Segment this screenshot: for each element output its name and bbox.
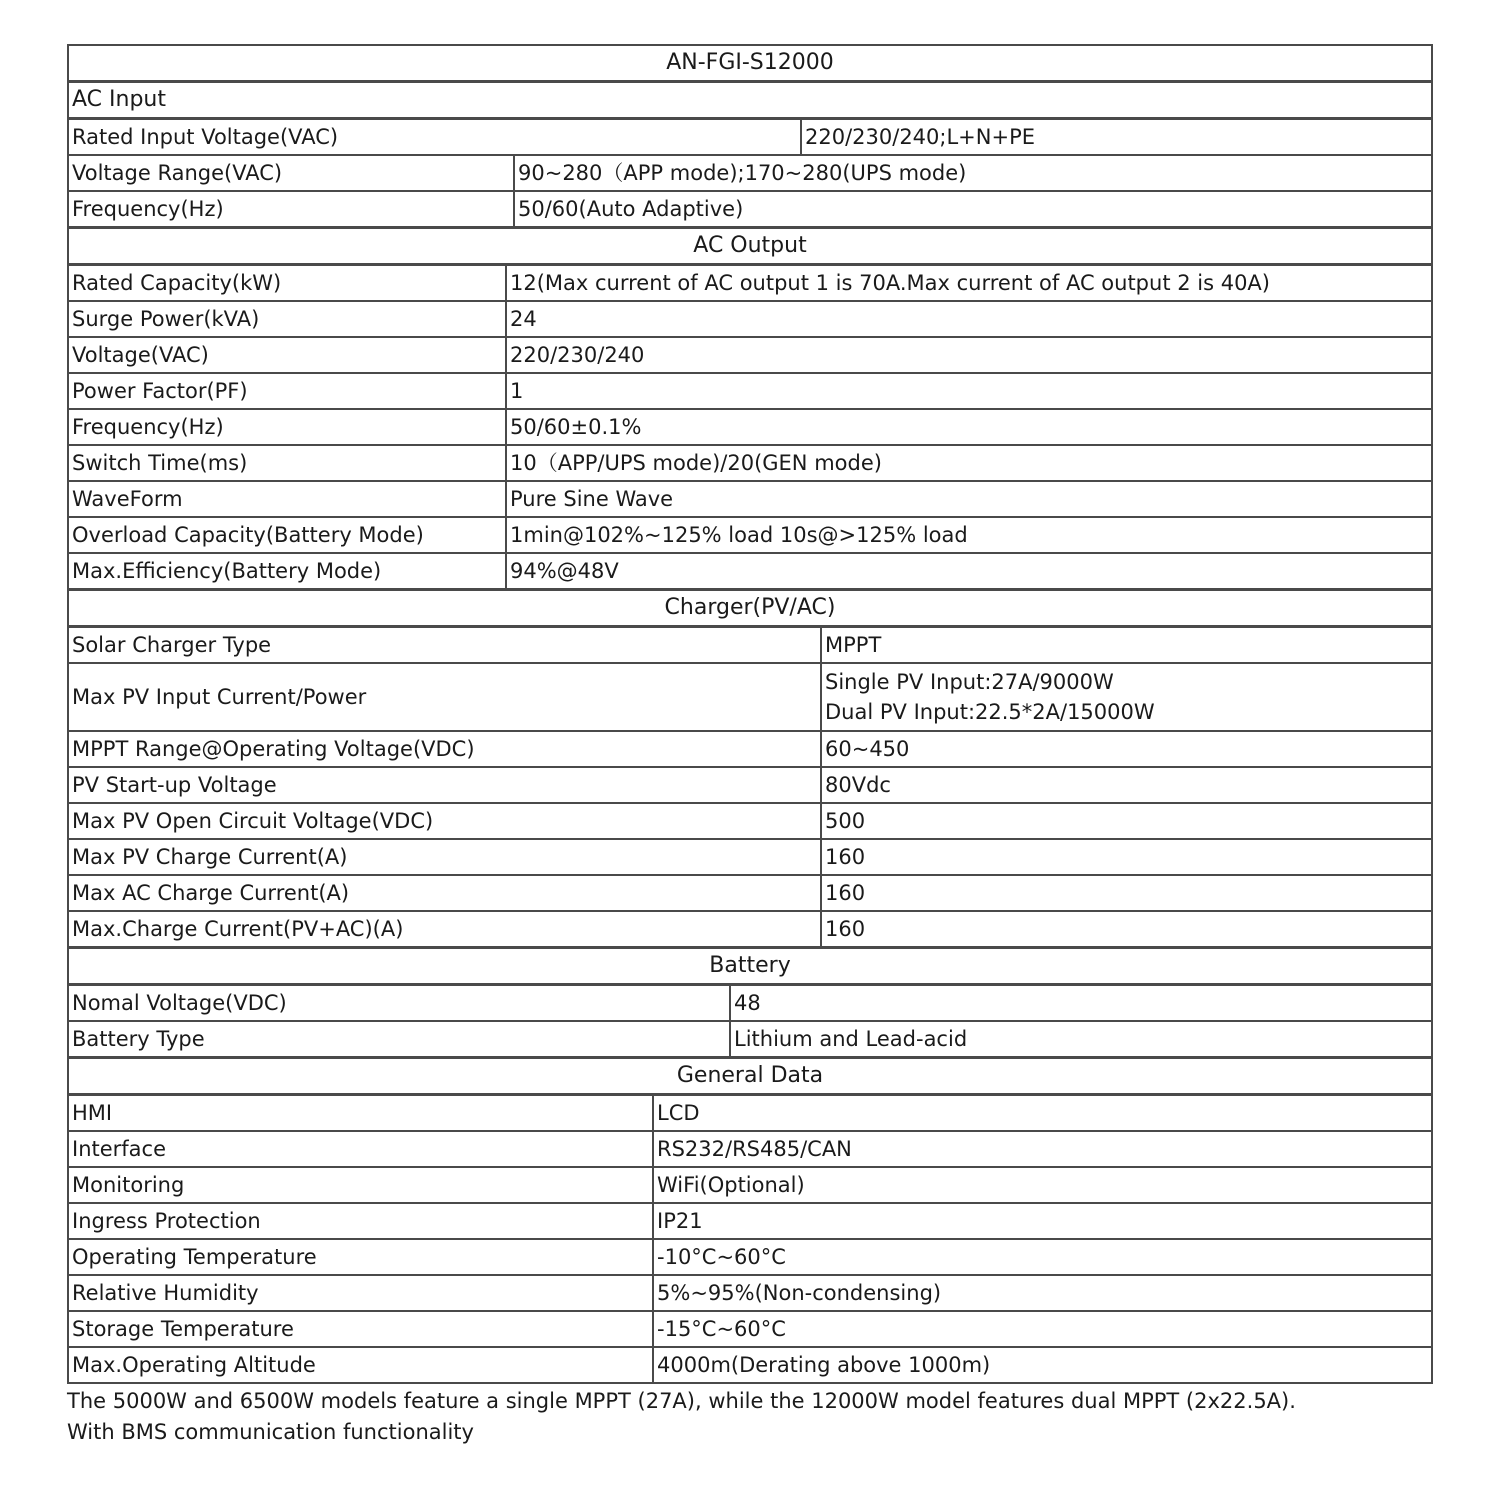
row-value: 220/230/240;L+N+PE (805, 125, 1036, 149)
row-value: 50/60±0.1% (510, 415, 642, 439)
table-row (67, 1312, 1433, 1348)
row-value: 90~280（APP mode);170~280(UPS mode) (518, 161, 967, 185)
row-label: Switch Time(ms) (69, 446, 507, 480)
footnote-line-2: With BMS communication functionality (67, 1420, 474, 1444)
table-row (67, 840, 1433, 876)
row-value: RS232/RS485/CAN (657, 1137, 852, 1161)
row-label: Operating Temperature (69, 1240, 654, 1274)
row-value: 10（APP/UPS mode)/20(GEN mode) (510, 451, 882, 475)
table-row (67, 482, 1433, 518)
row-label: Frequency(Hz) (69, 410, 507, 444)
model-title: AN-FGI-S12000 (67, 46, 1433, 83)
row-label: PV Start-up Voltage (69, 768, 822, 802)
table-row (67, 1022, 1433, 1059)
section-ac-output-title: AC Output (67, 229, 1433, 266)
table-row (67, 554, 1433, 591)
row-label: Surge Power(kVA) (69, 302, 507, 336)
row-value: 94%@48V (510, 559, 619, 583)
footnote (67, 1386, 1447, 1448)
row-value: 160 (825, 845, 866, 869)
table-row (67, 338, 1433, 374)
row-label: Max AC Charge Current(A) (69, 876, 822, 910)
table-row (67, 1348, 1433, 1384)
row-label: Power Factor(PF) (69, 374, 507, 408)
row-label: Monitoring (69, 1168, 654, 1202)
section-battery-title: Battery (67, 949, 1433, 986)
row-value: 50/60(Auto Adaptive) (518, 197, 744, 221)
table-row (67, 446, 1433, 482)
row-value: 220/230/240 (510, 343, 645, 367)
row-value: Lithium and Lead-acid (734, 1027, 968, 1051)
table-row (67, 518, 1433, 554)
row-value-line-1: Single PV Input:27A/9000W (825, 670, 1114, 694)
table-row (67, 768, 1433, 804)
table-row (67, 1168, 1433, 1204)
table-row (67, 664, 1433, 732)
section-general-title: General Data (67, 1059, 1433, 1096)
row-label: Storage Temperature (69, 1312, 654, 1346)
row-value: 1 (510, 379, 524, 403)
section-charger-title: Charger(PV/AC) (67, 591, 1433, 628)
table-row (67, 628, 1433, 664)
row-value-multiline (822, 664, 1431, 730)
table-row (67, 876, 1433, 912)
row-label: Max PV Input Current/Power (69, 664, 822, 730)
row-value: 160 (825, 917, 866, 941)
table-row (67, 1096, 1433, 1132)
table-row (67, 266, 1433, 302)
row-label: Voltage Range(VAC) (69, 156, 515, 190)
table-row (67, 374, 1433, 410)
row-value: 4000m(Derating above 1000m) (657, 1353, 991, 1377)
table-row (67, 302, 1433, 338)
row-value: IP21 (657, 1209, 703, 1233)
row-label: Relative Humidity (69, 1276, 654, 1310)
row-label: Max.Charge Current(PV+AC)(A) (69, 912, 822, 946)
row-value: 80Vdc (825, 773, 891, 797)
table-row (67, 192, 1433, 229)
table-row (67, 120, 1433, 156)
row-value: 24 (510, 307, 537, 331)
row-label: Ingress Protection (69, 1204, 654, 1238)
footnote-line-1: The 5000W and 6500W models feature a single MPPT (27A), while the 12000W model features dual MPPT (2x22.5A). (67, 1389, 1296, 1413)
row-label: Rated Capacity(kW) (69, 266, 507, 300)
row-label: MPPT Range@Operating Voltage(VDC) (69, 732, 822, 766)
row-value: MPPT (825, 633, 882, 657)
row-value: -10°C~60°C (657, 1245, 786, 1269)
row-value: 500 (825, 809, 866, 833)
row-value: 12(Max current of AC output 1 is 70A.Max current of AC output 2 is 40A) (510, 271, 1270, 295)
row-label: Rated Input Voltage(VAC) (69, 120, 802, 154)
table-row (67, 1204, 1433, 1240)
table-row (67, 732, 1433, 768)
table-row (67, 1132, 1433, 1168)
row-label: Frequency(Hz) (69, 192, 515, 226)
spec-table (67, 44, 1433, 1384)
row-value: LCD (657, 1101, 700, 1125)
row-label: WaveForm (69, 482, 507, 516)
table-row (67, 156, 1433, 192)
row-label: Max.Efficiency(Battery Mode) (69, 554, 507, 588)
row-label: Interface (69, 1132, 654, 1166)
table-row (67, 1240, 1433, 1276)
table-row (67, 804, 1433, 840)
row-label: Max PV Open Circuit Voltage(VDC) (69, 804, 822, 838)
table-row (67, 410, 1433, 446)
row-value: 5%~95%(Non-condensing) (657, 1281, 942, 1305)
row-value: 48 (734, 991, 761, 1015)
row-label: Overload Capacity(Battery Mode) (69, 518, 507, 552)
row-label: HMI (69, 1096, 654, 1130)
section-ac-input-title: AC Input (67, 83, 1433, 120)
row-value: WiFi(Optional) (657, 1173, 805, 1197)
row-label: Voltage(VAC) (69, 338, 507, 372)
row-value-line-2: Dual PV Input:22.5*2A/15000W (825, 700, 1155, 724)
row-value: 1min@102%~125% load 10s@>125% load (510, 523, 968, 547)
row-label: Battery Type (69, 1022, 731, 1056)
table-row (67, 986, 1433, 1022)
table-row (67, 912, 1433, 949)
row-value: Pure Sine Wave (510, 487, 674, 511)
row-label: Max PV Charge Current(A) (69, 840, 822, 874)
row-value: 60~450 (825, 737, 910, 761)
table-row (67, 1276, 1433, 1312)
row-label: Solar Charger Type (69, 628, 822, 662)
row-value: 160 (825, 881, 866, 905)
row-label: Max.Operating Altitude (69, 1348, 654, 1382)
row-value: -15°C~60°C (657, 1317, 786, 1341)
row-label: Nomal Voltage(VDC) (69, 986, 731, 1020)
